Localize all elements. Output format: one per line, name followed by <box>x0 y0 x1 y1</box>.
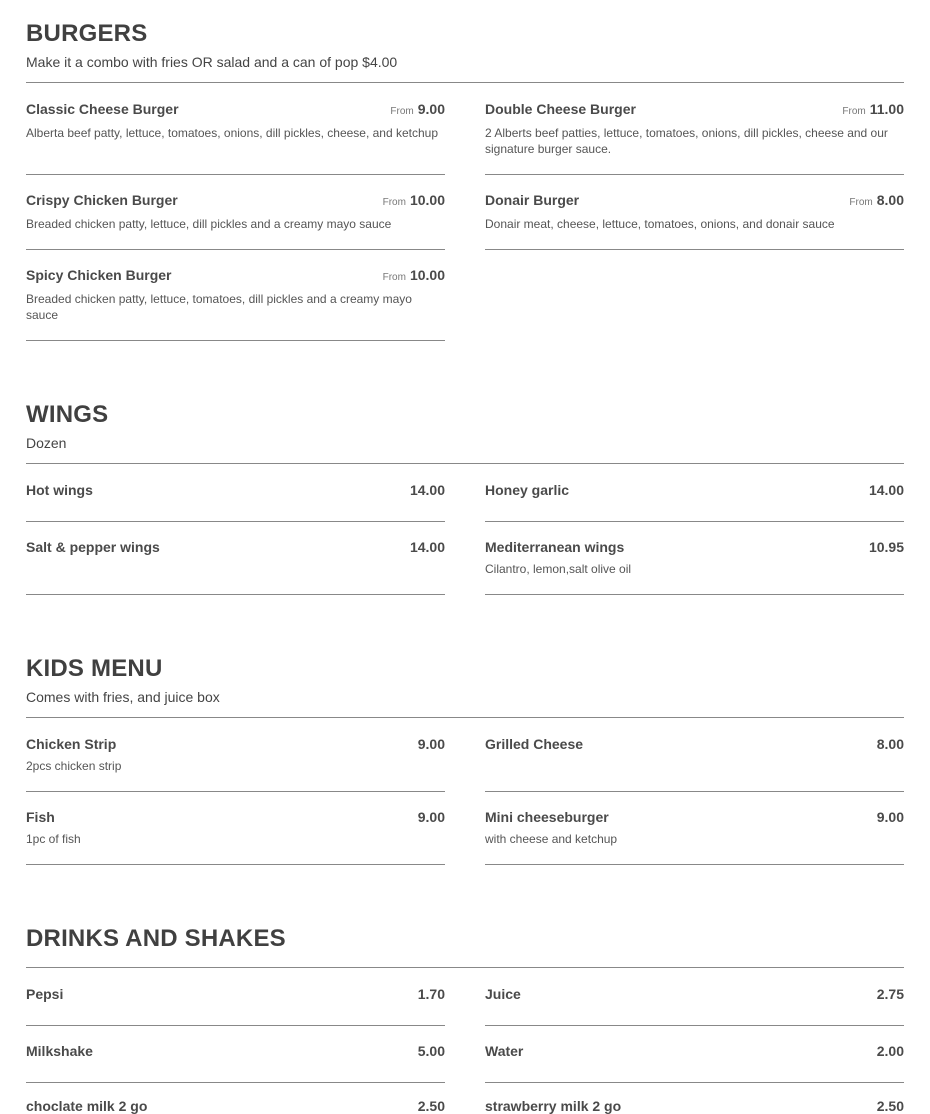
item-divider <box>26 791 445 792</box>
item-price: 2.50 <box>876 1098 904 1114</box>
item-divider <box>485 249 904 250</box>
price-from-label: From <box>382 197 406 208</box>
item-divider <box>26 1025 445 1026</box>
item-description: Cilantro, lemon,salt olive oil <box>485 562 632 576</box>
item-price: 9.00 <box>876 809 904 825</box>
section-subtitle: Comes with fries, and juice box <box>26 689 220 705</box>
section-subtitle: Dozen <box>26 435 67 451</box>
item-price <box>842 101 904 120</box>
section-drinks-and-shakes <box>26 925 904 1114</box>
section-wings <box>26 401 904 576</box>
section-title: BURGERS <box>26 20 148 47</box>
item-name: Double Cheese Burger <box>485 101 636 117</box>
item-price <box>390 101 445 120</box>
item-name: Classic Cheese Burger <box>26 101 179 117</box>
item-name: Spicy Chicken Burger <box>26 267 172 283</box>
item-divider <box>26 1082 445 1083</box>
item-description: Breaded chicken patty, lettuce, dill pickles and a creamy mayo sauce <box>26 217 392 231</box>
item-name: Hot wings <box>26 482 93 498</box>
price-value: 10.00 <box>409 267 445 283</box>
price-value: 8.00 <box>876 192 904 208</box>
item-price: 9.00 <box>417 809 445 825</box>
item-description: Donair meat, cheese, lettuce, tomatoes, onions, and donair sauce <box>485 217 835 231</box>
item-divider <box>26 340 445 341</box>
item-name: Donair Burger <box>485 192 580 208</box>
item-divider <box>485 791 904 792</box>
item-price: 1.70 <box>417 986 445 1002</box>
section-divider <box>26 82 904 83</box>
item-price: 2.50 <box>417 1098 445 1114</box>
price-value: 10.00 <box>409 192 445 208</box>
section-divider <box>26 967 904 968</box>
item-price <box>849 192 904 211</box>
item-description: Breaded chicken patty, lettuce, tomatoes, dill pickles and a creamy mayo sauce <box>26 292 412 322</box>
section-kids-menu <box>26 655 904 846</box>
price-value: 11.00 <box>869 101 904 117</box>
item-name: strawberry milk 2 go <box>485 1098 622 1114</box>
item-description: 2 Alberts beef patties, lettuce, tomatoes, onions, dill pickles, cheese and our signature burger sauce. <box>485 126 888 156</box>
item-name: Chicken Strip <box>26 736 117 752</box>
item-name: Salt & pepper wings <box>26 539 160 555</box>
item-divider <box>485 594 904 595</box>
item-price: 2.75 <box>876 986 904 1002</box>
item-divider <box>26 594 445 595</box>
section-divider <box>26 463 904 464</box>
item-name: Fish <box>26 809 55 825</box>
item-price: 10.95 <box>868 539 904 555</box>
price-from-label: From <box>382 272 406 283</box>
item-price: 14.00 <box>409 539 445 555</box>
item-description: 1pc of fish <box>26 832 81 846</box>
item-divider <box>485 864 904 865</box>
section-burgers <box>26 20 904 322</box>
item-price <box>383 192 445 211</box>
item-name: Honey garlic <box>485 482 570 498</box>
item-description: 2pcs chicken strip <box>26 759 122 773</box>
price-from-label: From <box>390 106 414 117</box>
item-name: Pepsi <box>26 986 64 1002</box>
section-divider <box>26 717 904 718</box>
item-divider <box>485 1025 904 1026</box>
item-price: 14.00 <box>868 482 904 498</box>
item-description: with cheese and ketchup <box>485 832 618 846</box>
item-name: choclate milk 2 go <box>26 1098 148 1114</box>
item-divider <box>485 174 904 175</box>
item-divider <box>26 521 445 522</box>
item-divider <box>485 1082 904 1083</box>
item-price: 2.00 <box>876 1043 904 1059</box>
price-from-label: From <box>842 106 866 117</box>
section-title: WINGS <box>26 401 109 428</box>
item-name: Mini cheeseburger <box>485 809 609 825</box>
item-name: Grilled Cheese <box>485 736 584 752</box>
section-title: KIDS MENU <box>26 655 163 682</box>
item-name: Water <box>485 1043 524 1059</box>
price-value: 9.00 <box>417 101 445 117</box>
item-divider <box>485 521 904 522</box>
item-name: Juice <box>485 986 521 1002</box>
section-subtitle: Make it a combo with fries OR salad and a can of pop $4.00 <box>26 54 398 70</box>
price-from-label: From <box>849 197 873 208</box>
item-price: 14.00 <box>409 482 445 498</box>
section-title: DRINKS AND SHAKES <box>26 925 286 952</box>
item-name: Crispy Chicken Burger <box>26 192 178 208</box>
item-description: Alberta beef patty, lettuce, tomatoes, onions, dill pickles, cheese, and ketchup <box>26 126 439 140</box>
item-divider <box>26 249 445 250</box>
item-price <box>383 267 445 286</box>
item-price: 8.00 <box>876 736 904 752</box>
item-divider <box>26 174 445 175</box>
item-price: 5.00 <box>417 1043 445 1059</box>
item-divider <box>26 864 445 865</box>
item-name: Mediterranean wings <box>485 539 625 555</box>
item-price: 9.00 <box>417 736 445 752</box>
item-name: Milkshake <box>26 1043 93 1059</box>
